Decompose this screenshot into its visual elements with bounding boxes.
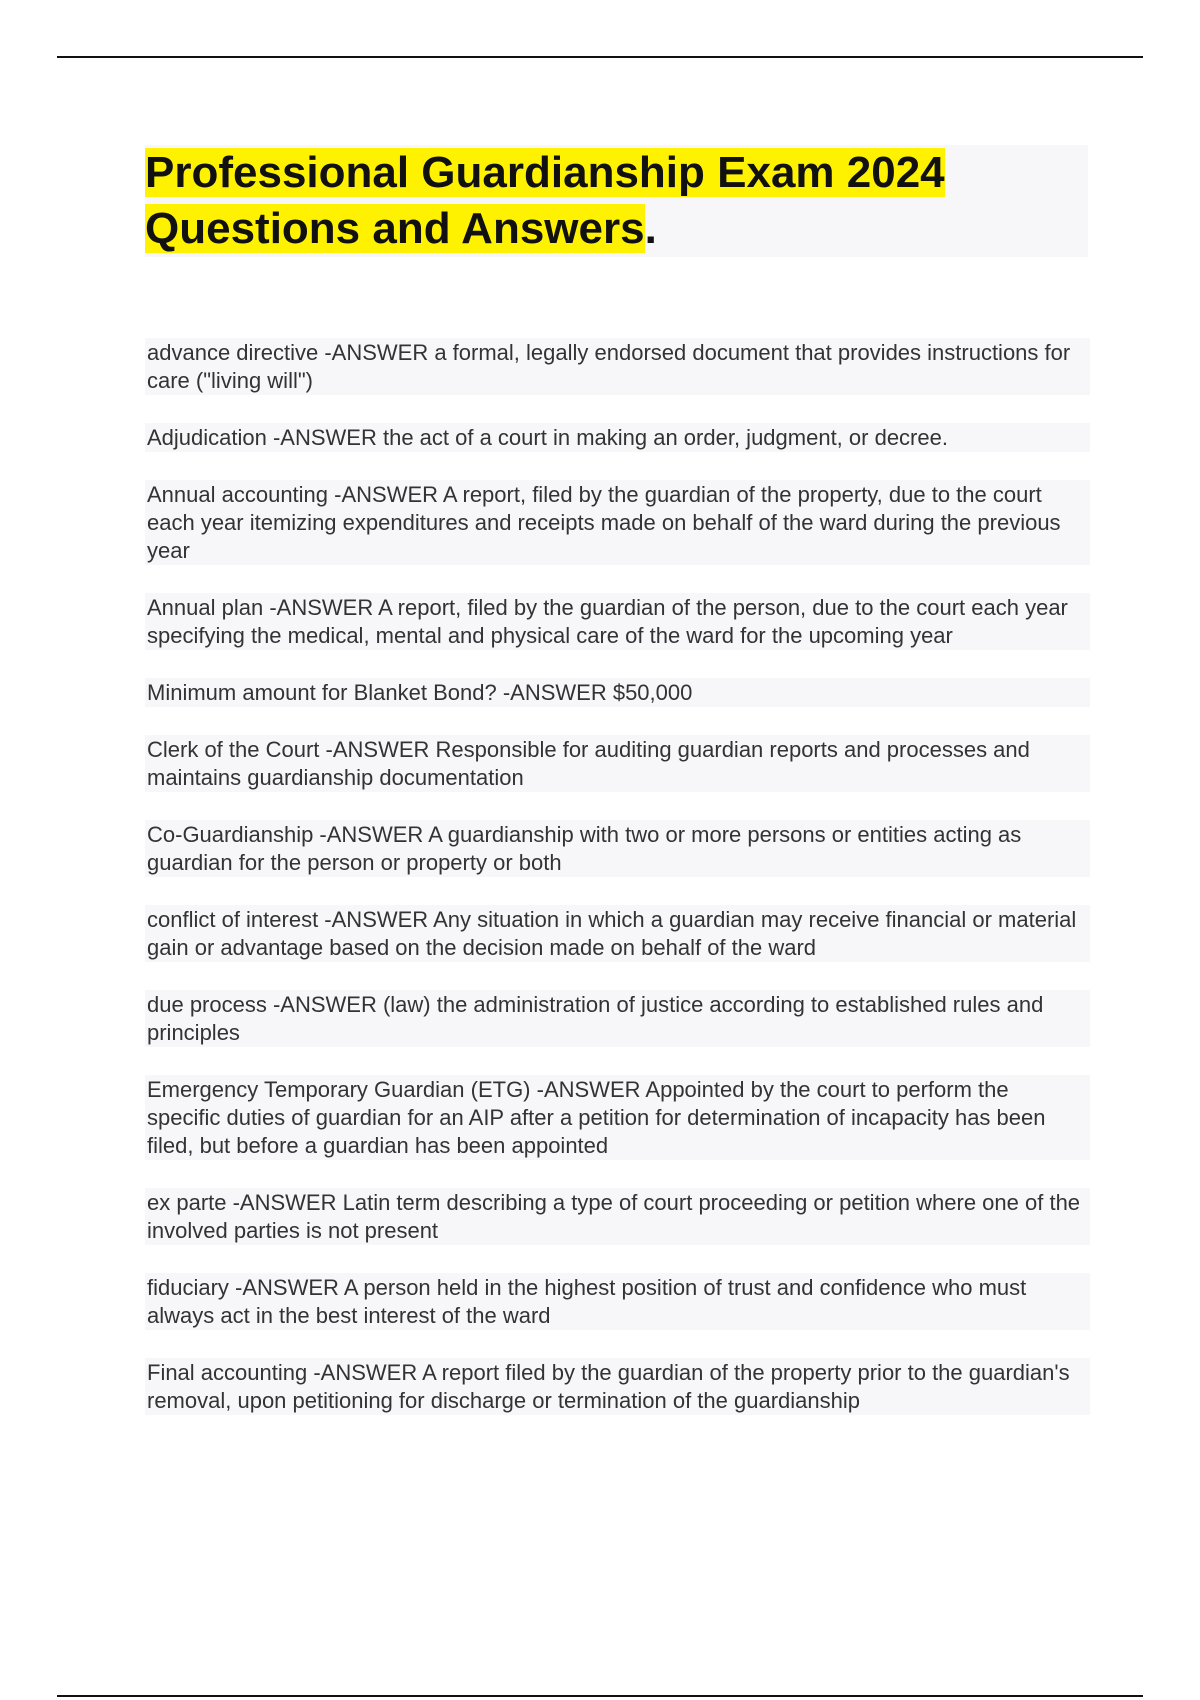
qa-entry: Clerk of the Court -ANSWER Responsible for auditing guardian reports and processes and maintains guardianship documentation <box>145 735 1090 792</box>
qa-entry: Emergency Temporary Guardian (ETG) -ANSWER Appointed by the court to perform the specific duties of guardian for an AIP after a petition for determination of incapacity has been filed, but before a guardian has been appointed <box>145 1075 1090 1160</box>
qa-entry: Annual plan -ANSWER A report, filed by the guardian of the person, due to the court each year specifying the medical, mental and physical care of the ward for the upcoming year <box>145 593 1090 650</box>
qa-entry: ex parte -ANSWER Latin term describing a type of court proceeding or petition where one of the involved parties is not present <box>145 1188 1090 1245</box>
page-title <box>145 145 1088 257</box>
qa-entry: Annual accounting -ANSWER A report, filed by the guardian of the property, due to the court each year itemizing expenditures and receipts made on behalf of the ward during the previous year <box>145 480 1090 565</box>
qa-entry: Minimum amount for Blanket Bond? -ANSWER $50,000 <box>145 678 1090 707</box>
qa-entry: fiduciary -ANSWER A person held in the highest position of trust and confidence who must always act in the best interest of the ward <box>145 1273 1090 1330</box>
qa-entry: due process -ANSWER (law) the administration of justice according to established rules and principles <box>145 990 1090 1047</box>
title-highlighted-text: Professional Guardianship Exam 2024 Questions and Answers <box>145 148 945 253</box>
qa-entry: advance directive -ANSWER a formal, legally endorsed document that provides instructions for care ("living will") <box>145 338 1090 395</box>
qa-entries <box>145 338 1090 1443</box>
title-block <box>145 145 1088 257</box>
title-trailing-period: . <box>644 204 657 253</box>
qa-entry: Final accounting -ANSWER A report filed by the guardian of the property prior to the guardian's removal, upon petitioning for discharge or termination of the guardianship <box>145 1358 1090 1415</box>
qa-entry: conflict of interest -ANSWER Any situation in which a guardian may receive financial or material gain or advantage based on the decision made on behalf of the ward <box>145 905 1090 962</box>
top-rule <box>57 56 1143 58</box>
qa-entry: Co-Guardianship -ANSWER A guardianship with two or more persons or entities acting as guardian for the person or property or both <box>145 820 1090 877</box>
qa-entry: Adjudication -ANSWER the act of a court in making an order, judgment, or decree. <box>145 423 1090 452</box>
bottom-rule <box>57 1695 1143 1697</box>
